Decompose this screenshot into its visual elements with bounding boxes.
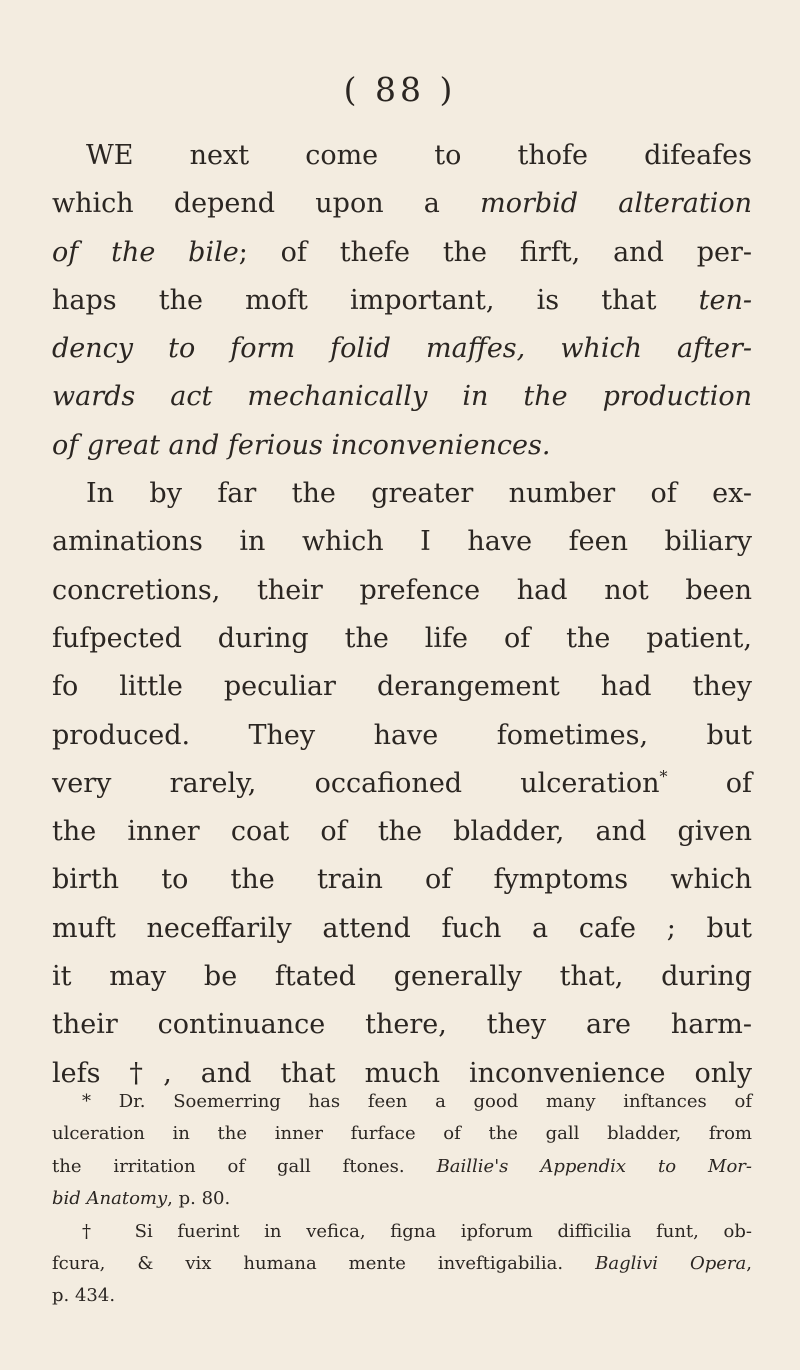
footnote-line: p. 434.	[52, 1285, 116, 1307]
text-line: birth to the train of fymptoms which	[52, 864, 752, 896]
text-line: wards act mechanically in the production	[52, 381, 752, 413]
text-line: of great and ferious inconveniences.	[52, 429, 551, 461]
text-line: concretions, their prefence had not been	[52, 574, 752, 606]
text-line: produced. They have fometimes, but	[52, 719, 752, 751]
text-line: fufpected during the life of the patient,	[52, 622, 752, 654]
text-line: which depend upon a morbid alteration	[52, 188, 753, 220]
footnote-line: the irritation of gall ftones. Baillie's Appendix to Mor-	[52, 1155, 752, 1177]
text-line: haps the moft important, is that ten-	[52, 284, 752, 316]
text-line: it may be ftated generally that, during	[52, 961, 752, 993]
text-line: WE next come to thofe difeafes	[86, 140, 752, 171]
text-line: fo little peculiar derangement had they	[52, 671, 752, 703]
text-line: the inner coat of the bladder, and given	[52, 816, 752, 848]
footnote-line: ulceration in the inner furface of the gall bladder, from	[52, 1123, 752, 1145]
page-number: ( 88 )	[343, 70, 457, 109]
footnote-line: † Si fuerint in vefica, figna ipforum difficilia funt, ob-	[82, 1220, 752, 1242]
text-line: of the bile; of thefe the firft, and per-	[52, 236, 752, 268]
main-text	[52, 132, 752, 1098]
footnotes	[52, 1086, 752, 1313]
text-line: In by far the greater number of ex-	[86, 478, 752, 510]
footnote-line: bid Anatomy, p. 80.	[52, 1188, 231, 1210]
text-line: muft neceffarily attend fuch a cafe ; but	[52, 912, 752, 944]
footnote-line: fcura, & vix humana mente inveftigabilia. Baglivi Opera,	[52, 1252, 752, 1274]
text-line: their continuance there, they are harm-	[52, 1009, 752, 1041]
text-line: aminations in which I have feen biliary	[52, 526, 752, 558]
footnote-line: * Dr. Soemerring has feen a good many inftances of	[82, 1091, 752, 1112]
text-line: very rarely, occafioned ulceration* of	[52, 766, 752, 799]
footnote-marker: *	[659, 766, 668, 786]
text-line: lefs †, and that much inconvenience only	[52, 1057, 752, 1089]
text-line: dency to form folid maffes, which after-	[52, 333, 752, 365]
